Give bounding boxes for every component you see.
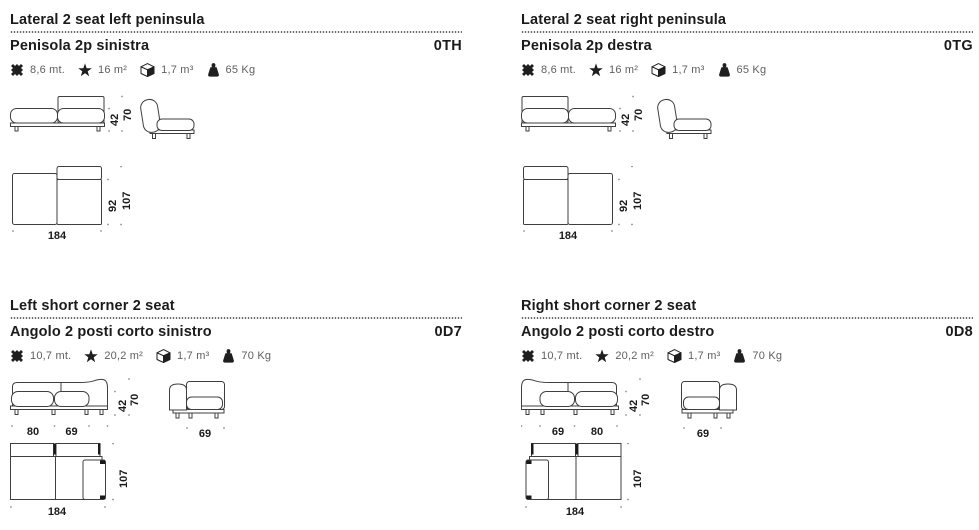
spec-leather-area: [589, 63, 638, 77]
volume-cube-icon: [651, 63, 666, 77]
product-code: 0D7: [434, 324, 462, 340]
spec-value: 10,7 mt.: [541, 350, 583, 362]
fabric-meters-icon: [521, 63, 535, 77]
spec-value: 65 Kg: [736, 64, 767, 76]
spec-weight: [733, 349, 782, 363]
front-elevation-drawing: [10, 93, 142, 145]
volume-cube-icon: [140, 63, 155, 77]
plan-view-drawing: [521, 443, 656, 521]
dotted-divider: [10, 31, 462, 33]
spec-value: 20,2 m²: [104, 350, 144, 362]
weight-icon: [718, 63, 731, 77]
product-card-0d8: [521, 294, 973, 530]
plan-view-drawing: [10, 443, 145, 521]
dimension-label-total-depth: 107: [121, 191, 133, 210]
leather-hide-icon: [78, 63, 92, 77]
spec-weight: [207, 63, 256, 77]
dimension-label-cushion-w2: 69: [65, 426, 78, 438]
dimension-label-seat-depth: 92: [618, 199, 630, 212]
dimension-label-back-height: 70: [633, 108, 645, 121]
spec-value: 1,7 m³: [177, 350, 210, 362]
spec-weight: [718, 63, 767, 77]
front-elevation-drawing: [521, 376, 661, 440]
weight-icon: [733, 349, 746, 363]
dotted-divider: [10, 317, 462, 319]
spec-value: 10,7 mt.: [30, 350, 72, 362]
dimension-label-back-height: 70: [122, 108, 134, 121]
leather-hide-icon: [84, 349, 98, 363]
fabric-meters-icon: [521, 349, 535, 363]
dimension-label-seat-depth: 92: [107, 199, 119, 212]
spec-value: 70 Kg: [241, 350, 272, 362]
product-title-en: Right short corner 2 seat: [521, 298, 697, 314]
product-card-0tg: [521, 8, 973, 294]
product-code: 0TH: [433, 38, 462, 54]
dimension-label-back-height: 70: [640, 393, 652, 406]
volume-cube-icon: [667, 349, 682, 363]
spec-leather-area: [78, 63, 127, 77]
spec-row: [521, 349, 973, 363]
dimension-label-total-depth: 107: [118, 469, 130, 488]
weight-icon: [207, 63, 220, 77]
dimension-label-total-depth: 107: [632, 469, 644, 488]
spec-weight: [222, 349, 271, 363]
dimension-label-seat-height: 42: [117, 399, 129, 412]
fabric-meters-icon: [10, 63, 24, 77]
weight-icon: [222, 349, 235, 363]
dimension-label-seat-height: 42: [628, 399, 640, 412]
dimension-label-side-depth: 69: [198, 428, 212, 440]
volume-cube-icon: [156, 349, 171, 363]
spec-row: [10, 63, 462, 77]
dimension-label-cushion-w2: 80: [590, 426, 604, 438]
spec-volume: [667, 349, 720, 363]
spec-value: 70 Kg: [752, 350, 783, 362]
dimension-label-total-width: 184: [558, 230, 578, 242]
side-elevation-drawing: [679, 378, 745, 440]
dimension-label-side-depth: 69: [696, 428, 710, 440]
dotted-divider: [521, 31, 973, 33]
spec-volume: [156, 349, 209, 363]
product-code: 0TG: [943, 38, 973, 54]
dimension-label-cushion-w1: 80: [26, 426, 40, 438]
dimension-label-total-depth: 107: [632, 191, 644, 210]
product-title-it: Penisola 2p sinistra: [10, 38, 150, 54]
product-title-en: Lateral 2 seat right peninsula: [521, 12, 727, 28]
spec-fabric-length: [521, 63, 576, 77]
front-elevation-drawing: [521, 93, 653, 145]
spec-fabric-length: [521, 349, 582, 363]
fabric-meters-icon: [10, 349, 24, 363]
spec-volume: [651, 63, 704, 77]
spec-value: 1,7 m³: [688, 350, 721, 362]
product-title-it: Angolo 2 posti corto destro: [521, 324, 715, 340]
spec-fabric-length: [10, 63, 65, 77]
dimension-label-total-width: 184: [565, 506, 585, 518]
spec-value: 1,7 m³: [161, 64, 194, 76]
product-card-0d7: [10, 294, 462, 530]
front-elevation-drawing: [10, 376, 150, 440]
product-title-en: Left short corner 2 seat: [10, 298, 175, 314]
spec-value: 16 m²: [609, 64, 639, 76]
dimension-label-total-width: 184: [47, 506, 67, 518]
spec-value: 16 m²: [98, 64, 128, 76]
spec-value: 8,6 mt.: [541, 64, 577, 76]
dotted-divider: [521, 317, 973, 319]
dimension-label-back-height: 70: [129, 393, 141, 406]
plan-view-drawing: [12, 166, 144, 252]
spec-value: 1,7 m³: [672, 64, 705, 76]
dimension-label-cushion-w1: 69: [551, 426, 565, 438]
product-card-0th: [10, 8, 462, 294]
spec-leather-area: [595, 349, 654, 363]
spec-row: [10, 349, 462, 363]
leather-hide-icon: [595, 349, 609, 363]
dimension-label-total-width: 184: [47, 230, 67, 242]
dimension-label-seat-height: 42: [620, 113, 632, 126]
product-title-it: Angolo 2 posti corto sinistro: [10, 324, 212, 340]
product-title-it: Penisola 2p destra: [521, 38, 652, 54]
side-elevation-drawing: [138, 96, 200, 148]
dimension-label-seat-height: 42: [109, 113, 121, 126]
side-elevation-drawing: [165, 378, 231, 440]
product-code: 0D8: [945, 324, 973, 340]
spec-row: [521, 63, 973, 77]
spec-volume: [140, 63, 193, 77]
plan-view-drawing: [523, 166, 655, 252]
spec-value: 20,2 m²: [615, 350, 655, 362]
leather-hide-icon: [589, 63, 603, 77]
side-elevation-drawing: [655, 96, 717, 148]
spec-value: 8,6 mt.: [30, 64, 66, 76]
spec-fabric-length: [10, 349, 71, 363]
product-title-en: Lateral 2 seat left peninsula: [10, 12, 205, 28]
spec-value: 65 Kg: [225, 64, 256, 76]
spec-leather-area: [84, 349, 143, 363]
